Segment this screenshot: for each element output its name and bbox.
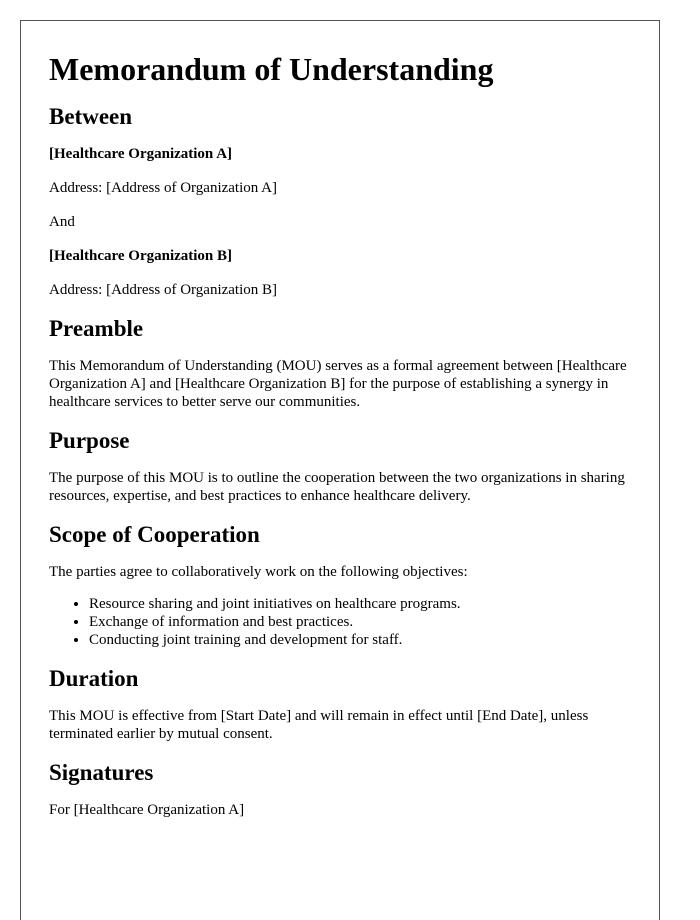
duration-heading: Duration xyxy=(49,666,139,691)
org-b-address: Address: [Address of Organization B] xyxy=(49,282,278,298)
signatures-heading: Signatures xyxy=(49,760,154,785)
list-item: • Resource sharing and joint initiatives on healthcare programs. xyxy=(89,595,631,613)
org-a-address: Address: [Address of Organization A] xyxy=(49,180,278,196)
preamble-text: This Memorandum of Understanding (MOU) serves as a formal agreement between [Healthcare Organization A] and [Healthcare Organization B] for the purpose of establishing a synergy in healthcare services to better serve our communities. xyxy=(49,358,627,410)
scope-intro: The parties agree to collaboratively work on the following objectives: xyxy=(49,564,468,580)
purpose-heading: Purpose xyxy=(49,428,130,453)
document-page xyxy=(20,20,660,920)
and-text: And xyxy=(49,214,75,230)
purpose-text: The purpose of this MOU is to outline the cooperation between the two organizations in sharing resources, expertise, and best practices to enhance healthcare delivery. xyxy=(49,470,625,504)
org-a-name: [Healthcare Organization A] xyxy=(49,146,233,162)
between-heading: Between xyxy=(49,104,133,129)
scope-list xyxy=(49,595,631,649)
list-item: • Exchange of information and best practices. xyxy=(89,613,631,631)
document-title: Memorandum of Understanding xyxy=(49,51,494,87)
list-item: • Conducting joint training and development for staff. xyxy=(89,631,631,649)
org-b-name: [Healthcare Organization B] xyxy=(49,248,233,264)
preamble-heading: Preamble xyxy=(49,316,144,341)
duration-text: This MOU is effective from [Start Date] and will remain in effect until [End Date], unless terminated earlier by mutual consent. xyxy=(49,708,589,742)
signature-org-a: For [Healthcare Organization A] xyxy=(49,802,245,818)
scope-heading: Scope of Cooperation xyxy=(49,522,260,547)
